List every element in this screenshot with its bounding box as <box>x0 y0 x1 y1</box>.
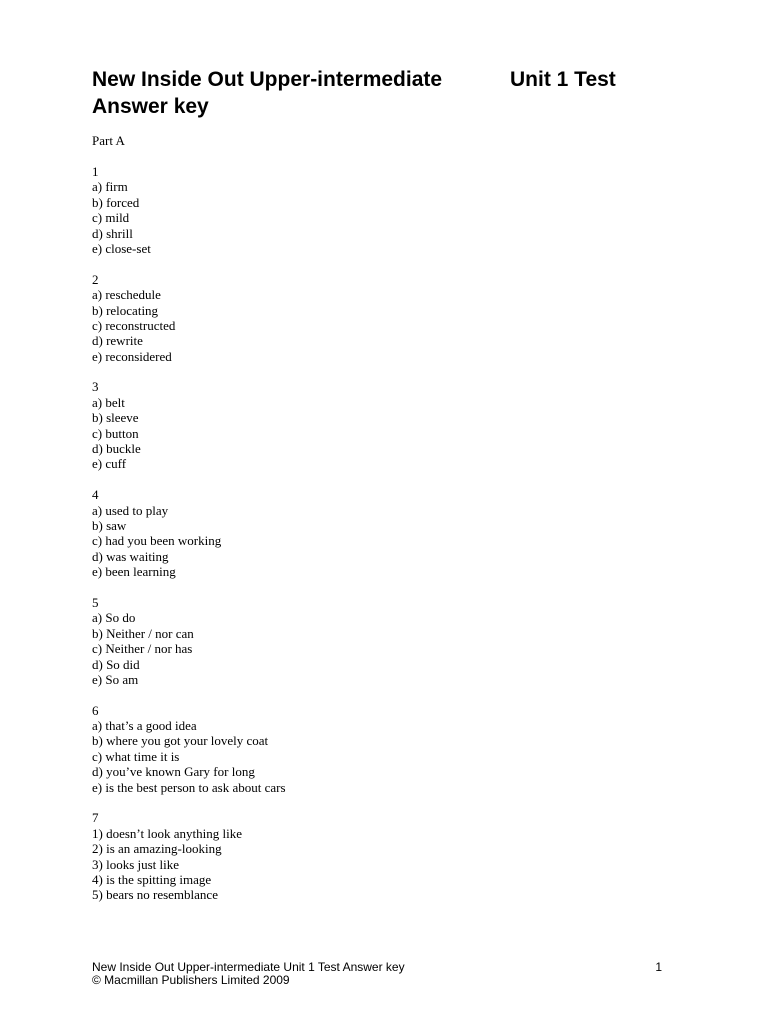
page-number: 1 <box>655 960 662 974</box>
unit-label: Unit 1 Test <box>510 68 616 91</box>
footer-title: New Inside Out Upper-intermediate Unit 1 Test Answer key <box>92 960 405 974</box>
answer-item: e) is the best person to ask about cars <box>92 779 286 795</box>
document-title: New Inside Out Upper-intermediate <box>92 68 443 91</box>
answer-item: 5) bears no resemblance <box>92 887 218 903</box>
page-footer <box>92 961 662 987</box>
section-number: 6 <box>92 702 99 718</box>
answer-sections <box>92 164 286 918</box>
copyright-notice: © Macmillan Publishers Limited 2009 <box>92 973 290 987</box>
answer-section <box>92 703 286 795</box>
answer-section <box>92 164 286 256</box>
answer-item: 3) looks just like <box>92 856 180 872</box>
answer-item: e) So am <box>92 671 139 687</box>
section-number: 7 <box>92 810 99 826</box>
answer-item: d) was waiting <box>92 548 169 564</box>
answer-item: e) been learning <box>92 564 176 580</box>
answer-item: b) forced <box>92 194 140 210</box>
answer-item: b) where you got your lovely coat <box>92 733 269 749</box>
answer-item: e) cuff <box>92 456 127 472</box>
answer-item: c) mild <box>92 210 130 226</box>
answer-item: b) sleeve <box>92 410 139 426</box>
answer-item: e) close-set <box>92 240 151 256</box>
answer-item: c) button <box>92 425 139 441</box>
document-header <box>92 66 692 120</box>
answer-section <box>92 379 286 471</box>
answer-item: a) So do <box>92 610 136 626</box>
answer-item: d) buckle <box>92 441 141 457</box>
answer-item: d) rewrite <box>92 333 143 349</box>
answer-item: d) you’ve known Gary for long <box>92 764 255 780</box>
answer-section <box>92 487 286 579</box>
answer-item: a) firm <box>92 179 128 195</box>
answer-section <box>92 272 286 364</box>
answer-item: c) what time it is <box>92 748 180 764</box>
section-number: 5 <box>92 594 99 610</box>
answer-item: a) used to play <box>92 502 169 518</box>
answer-item: c) reconstructed <box>92 317 176 333</box>
section-number: 1 <box>92 164 99 179</box>
answer-item: d) shrill <box>92 225 133 241</box>
document-subtitle: Answer key <box>92 95 209 118</box>
answer-item: a) reschedule <box>92 287 161 303</box>
section-number: 3 <box>92 379 99 395</box>
answer-item: c) had you been working <box>92 533 222 549</box>
answer-item: a) that’s a good idea <box>92 718 197 734</box>
answer-section <box>92 595 286 687</box>
answer-item: 2) is an amazing-looking <box>92 841 222 857</box>
answer-item: 1) doesn’t look anything like <box>92 825 242 841</box>
answer-item: 4) is the spitting image <box>92 871 212 887</box>
answer-item: b) saw <box>92 517 127 533</box>
answer-item: d) So did <box>92 656 140 672</box>
section-number: 4 <box>92 487 99 503</box>
answer-item: e) reconsidered <box>92 348 172 364</box>
section-number: 2 <box>92 271 99 287</box>
answer-section <box>92 810 286 902</box>
answer-item: b) Neither / nor can <box>92 625 194 641</box>
answer-item: a) belt <box>92 394 125 410</box>
answer-item: b) relocating <box>92 302 159 318</box>
answer-item: c) Neither / nor has <box>92 641 193 657</box>
part-label: Part A <box>92 133 125 148</box>
